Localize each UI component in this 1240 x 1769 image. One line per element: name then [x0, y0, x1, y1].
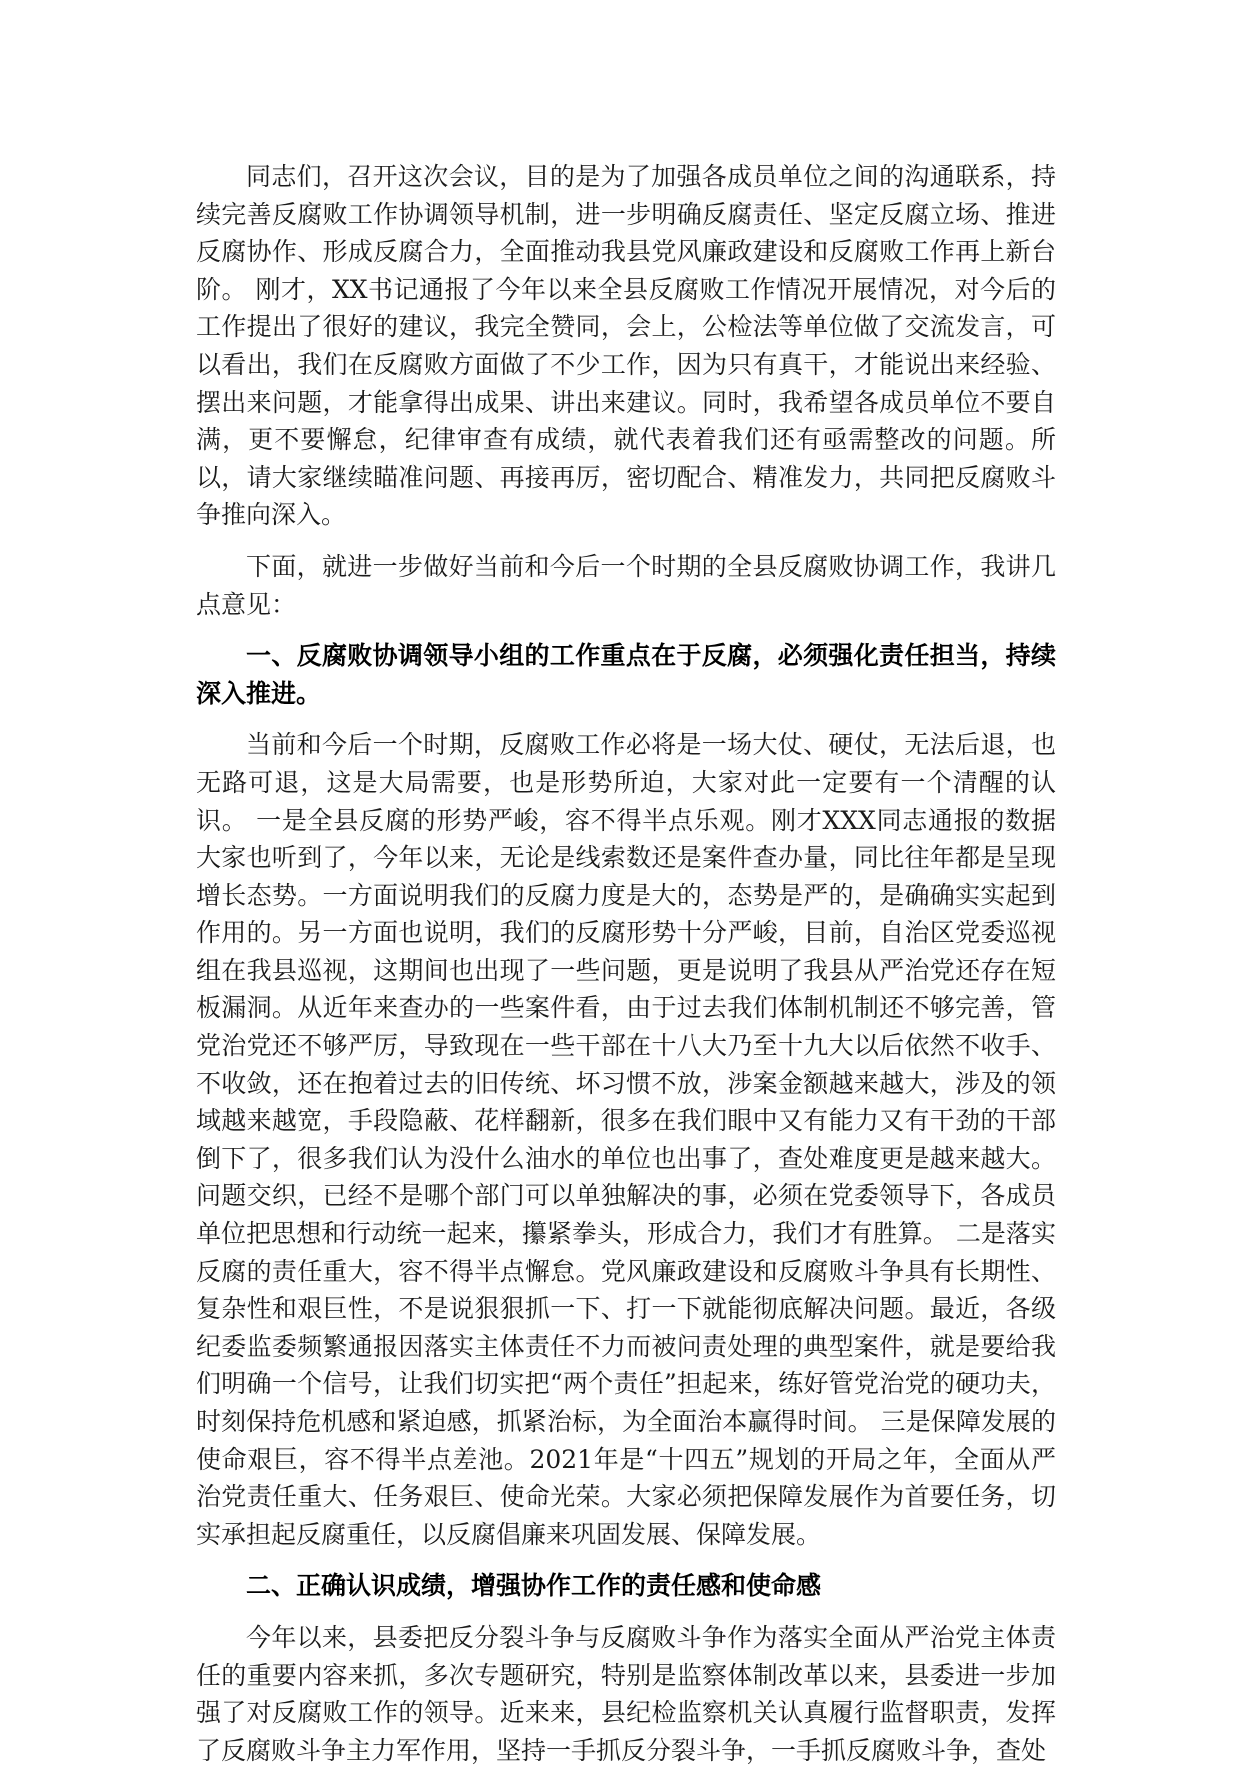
paragraph-section-1: 当前和今后一个时期，反腐败工作必将是一场大仗、硬仗，无法后退，也无路可退，这是大局需要，也是形势所迫，大家对此一定要有一个清醒的认识。 一是全县反腐的形势严峻，容不得半点乐观。刚才XXX同志通报的数据大家也听到了，今年以来，无论是线索数还是案件查办量，同比往年都是呈现增长态势。一方面说明我们的反腐力度是大的，态势是严的，是确确实实起到作用的。另一方面也说明，我们的反腐形势十分严峻，目前，自治区党委巡视组在我县巡视，这期间也出现了一些问题，更是说明了我县从严治党还存在短板漏洞。从近年来查办的一些案件看，由于过去我们体制机制还不够完善，管党治党还不够严厉，导致现在一些干部在十八大乃至十九大以后依然不收手、不收敛，还在抱着过去的旧传统、坏习惯不放，涉案金额越来越大，涉及的领域越来越宽，手段隐蔽、花样翻新，很多在我们眼中又有能力又有干劲的干部倒下了，很多我们认为没什么油水的单位也出事了，查处难度更是越来越大。问题交织，已经不是哪个部门可以单独解决的事，必须在党委领导下，各成员单位把思想和行动统一起来，攥紧拳头，形成合力，我们才有胜算。 二是落实反腐的责任重大，容不得半点懈怠。党风廉政建设和反腐败斗争具有长期性、复杂性和艰巨性，不是说狠狠抓一下、打一下就能彻底解决问题。最近，各级纪委监委频繁通报因落实主体责任不力而被问责处理的典型案件，就是要给我们明确一个信号，让我们切实把“两个责任”担起来，练好管党治党的硬功夫，时刻保持危机感和紧迫感，抓紧治标，为全面治本赢得时间。 三是保障发展的使命艰巨，容不得半点差池。2021年是“十四五”规划的开局之年，全面从严治党责任重大、任务艰巨、使命光荣。大家必须把保障发展作为首要任务，切实承担起反腐重任，以反腐倡廉来巩固发展、保障发展。	[196, 730, 1056, 1549]
section-heading-1: 一、反腐败协调领导小组的工作重点在于反腐，必须强化责任担当，持续深入推进。	[196, 641, 1056, 708]
paragraph-opening: 同志们，召开这次会议，目的是为了加强各成员单位之间的沟通联系，持续完善反腐败工作协调领导机制，进一步明确反腐责任、坚定反腐立场、推进反腐协作、形成反腐合力，全面推动我县党风廉政建设和反腐败工作再上新台阶。 刚才，XX书记通报了今年以来全县反腐败工作情况开展情况，对今后的工作提出了很好的建议，我完全赞同，会上，公检法等单位做了交流发言，可以看出，我们在反腐败方面做了不少工作，因为只有真干，才能说出来经验、摆出来问题，才能拿得出成果、讲出来建议。同时，我希望各成员单位不要自满，更不要懈怠，纪律审查有成绩，就代表着我们还有亟需整改的问题。所以，请大家继续瞄准问题、再接再厉，密切配合、精准发力，共同把反腐败斗争推向深入。	[196, 162, 1056, 530]
paragraph-section-2: 今年以来，县委把反分裂斗争与反腐败斗争作为落实全面从严治党主体责任的重要内容来抓，多次专题研究，特别是监察体制改革以来，县委进一步加强了对反腐败工作的领导。近来来，县纪检监察机关认真履行监督职责，发挥了反腐败斗争主力军作用，坚持一手抓反分裂斗争，一手抓反腐败斗争，查处	[196, 1622, 1056, 1765]
document-body	[196, 158, 1056, 1769]
section-heading-2: 二、正确认识成绩，增强协作工作的责任感和使命感	[246, 1571, 822, 1601]
paragraph-transition: 下面，就进一步做好当前和今后一个时期的全县反腐败协调工作，我讲几点意见：	[196, 551, 1056, 619]
